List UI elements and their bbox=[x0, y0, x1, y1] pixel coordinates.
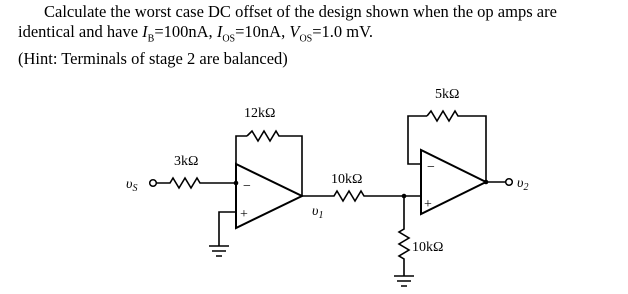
r-ground-label: 10kΩ bbox=[412, 240, 444, 255]
vos-subscript: OS bbox=[299, 33, 313, 45]
ios-subscript: OS bbox=[222, 33, 236, 45]
question-line-2-text: identical and have bbox=[18, 22, 143, 41]
opamp1-plus-sign: + bbox=[240, 207, 248, 222]
ib-value: =100nA, bbox=[154, 22, 217, 41]
ground-symbol-1 bbox=[209, 246, 229, 256]
vs-terminal bbox=[150, 180, 157, 187]
r-series-label: 10kΩ bbox=[331, 172, 363, 187]
r-ground-resistor bbox=[399, 196, 409, 276]
opamp2-minus-sign: − bbox=[427, 160, 435, 175]
feedback1-left-wire bbox=[236, 136, 247, 183]
r-input-label: 3kΩ bbox=[174, 154, 199, 169]
v1-label: $\upsilon_1$ bbox=[312, 204, 324, 221]
r-series-resistor bbox=[302, 191, 404, 201]
ib-subscript: B bbox=[147, 33, 155, 45]
r-input-resistor bbox=[156, 178, 236, 188]
opamp1-minus-sign: − bbox=[243, 179, 251, 194]
ground-symbol-2 bbox=[394, 276, 414, 286]
ios-value: =10nA, bbox=[235, 22, 290, 41]
opamp2-plus-sign: + bbox=[424, 197, 432, 212]
vos-symbol: V bbox=[289, 22, 300, 41]
v2-label: $\upsilon_2$ bbox=[517, 176, 529, 193]
vos-value: =1.0 mV. bbox=[312, 22, 374, 41]
ios-symbol: I bbox=[216, 22, 223, 41]
opamp1-ground-wire bbox=[219, 212, 236, 246]
ib-symbol: I bbox=[142, 22, 148, 41]
r-feedback1-label: 12kΩ bbox=[244, 106, 276, 121]
v2-terminal bbox=[506, 179, 513, 186]
r-feedback2-resistor bbox=[427, 111, 486, 182]
r-feedback1-resistor bbox=[247, 131, 302, 196]
question-line-1: Calculate the worst case DC offset of the design shown when the op amps are bbox=[44, 2, 557, 21]
vs-label: $\upsilon_S$ bbox=[126, 177, 138, 194]
feedback2-left-wire bbox=[408, 116, 427, 164]
question-line-3: (Hint: Terminals of stage 2 are balanced) bbox=[18, 49, 288, 69]
r-feedback2-label: 5kΩ bbox=[435, 87, 460, 102]
